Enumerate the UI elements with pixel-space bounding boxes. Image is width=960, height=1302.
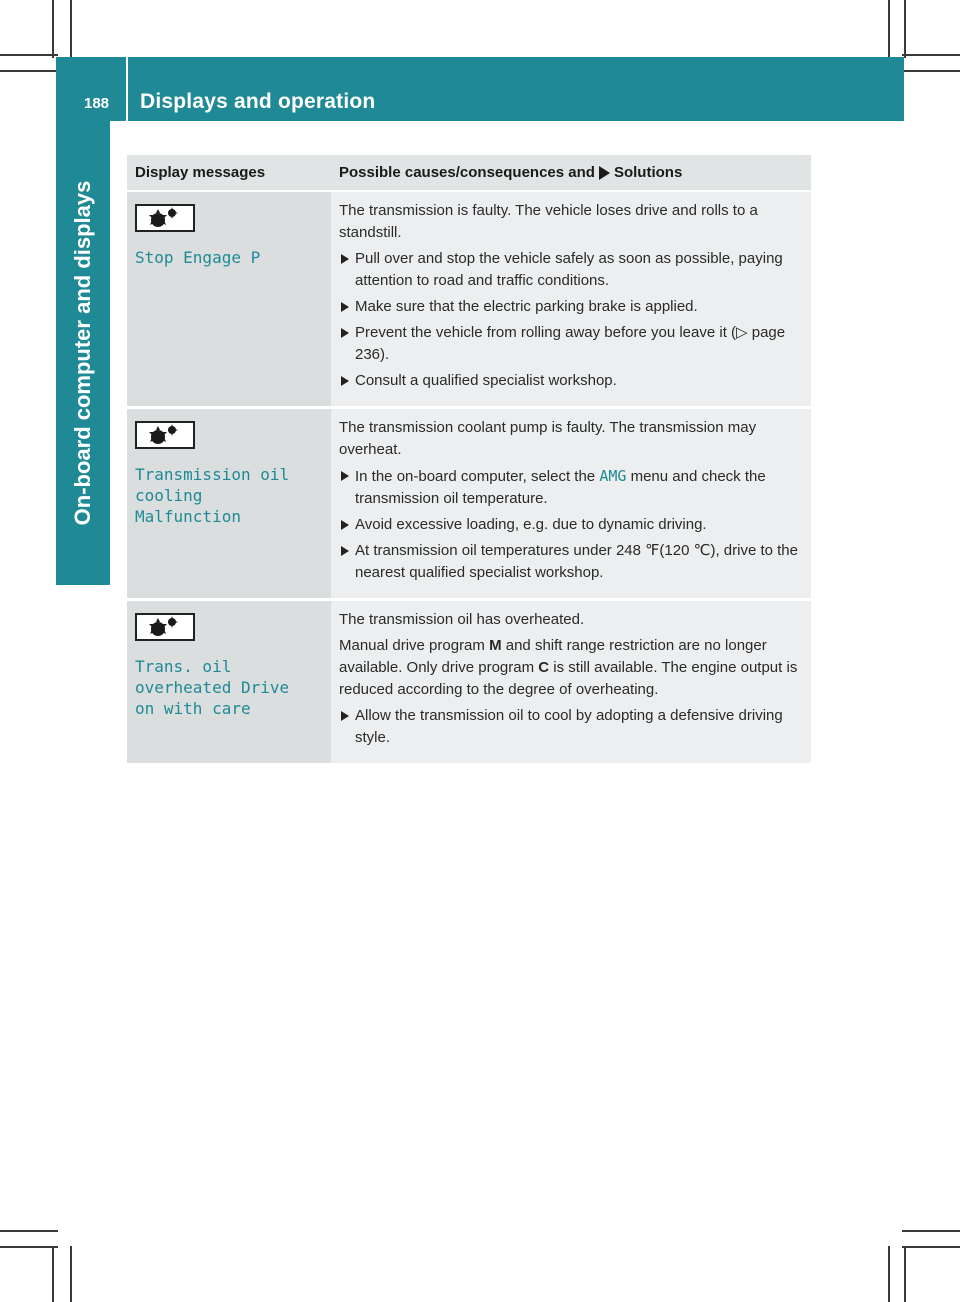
- amg-menu-label: AMG: [599, 467, 627, 485]
- column-header-causes-label: Possible causes/consequences and: [339, 164, 595, 181]
- table-header-row: [127, 155, 811, 191]
- arrow-right-icon: [599, 166, 610, 180]
- crop-mark: [0, 54, 58, 56]
- crop-mark: [888, 0, 890, 58]
- consequence-text-part: is still available. The engine output is reduced according to the degree of overheating.: [339, 659, 798, 698]
- cause-text: The transmission is faulty. The vehicle loses drive and rolls to a standstill.: [339, 202, 758, 241]
- action-text: In the on-board computer, select the: [355, 468, 596, 485]
- crop-mark: [902, 1246, 960, 1248]
- crop-mark: [904, 0, 906, 58]
- table-row: [127, 191, 811, 408]
- action-item: Prevent the vehicle from rolling away before you leave it (▷ page 236).: [339, 322, 803, 366]
- side-tab-label: On-board computer and displays: [70, 180, 95, 526]
- action-item: Make sure that the electric parking brake is applied.: [339, 296, 803, 318]
- crop-mark: [902, 54, 960, 56]
- solution-cell: [331, 600, 811, 765]
- cause-text: The transmission coolant pump is faulty. The transmission may overheat.: [339, 419, 757, 458]
- display-message-text: Stop Engage P: [135, 248, 261, 267]
- action-item: Pull over and stop the vehicle safely as soon as possible, paying attention to road and traffic conditions.: [339, 248, 803, 292]
- crop-mark: [888, 1246, 890, 1302]
- action-item: Avoid excessive loading, e.g. due to dynamic driving.: [339, 514, 803, 536]
- crop-mark: [70, 1246, 72, 1302]
- action-item: [339, 465, 803, 510]
- drive-program-c: C: [538, 659, 550, 676]
- consequence-text: [339, 635, 803, 701]
- transmission-gear-icon: [135, 204, 195, 232]
- page-title: Displays and operation: [140, 90, 376, 113]
- crop-mark: [904, 1246, 906, 1302]
- display-cell: [127, 600, 331, 765]
- display-message-text: Trans. oil overheated Drive on with care: [135, 657, 290, 718]
- column-header-solutions-label: Solutions: [613, 164, 683, 181]
- crop-mark: [0, 1230, 58, 1232]
- display-cell: [127, 408, 331, 600]
- crop-mark: [52, 0, 54, 58]
- action-item: Allow the transmission oil to cool by adopting a defensive driving style.: [339, 705, 803, 749]
- action-text: menu and check the transmission oil temperature.: [355, 468, 766, 507]
- crop-mark: [902, 70, 960, 72]
- drive-program-m: M: [489, 637, 502, 654]
- action-item: At transmission oil temperatures under 248 ℉(120 ℃), drive to the nearest qualified specialist workshop.: [339, 540, 803, 584]
- crop-mark: [52, 1246, 54, 1302]
- table-row: [127, 408, 811, 600]
- crop-mark: [0, 1246, 58, 1248]
- display-messages-table: [127, 155, 811, 766]
- consequence-text-part: Manual drive program: [339, 637, 485, 654]
- consequence-text-part: and shift range restriction are no longer available. Only drive program: [339, 637, 767, 676]
- display-cell: [127, 191, 331, 408]
- display-message-text: Transmission oil cooling Malfunction: [135, 465, 290, 526]
- column-header-display-messages: Display messages: [127, 155, 331, 191]
- table-row: [127, 600, 811, 765]
- crop-mark: [902, 1230, 960, 1232]
- header-divider: [126, 57, 128, 121]
- crop-mark: [70, 0, 72, 58]
- action-item: Consult a qualified specialist workshop.: [339, 370, 803, 392]
- transmission-gear-icon: [135, 421, 195, 449]
- column-header-solutions: [331, 155, 811, 191]
- page-number: 188: [84, 95, 110, 112]
- solution-cell: [331, 191, 811, 408]
- solution-cell: [331, 408, 811, 600]
- transmission-gear-icon: [135, 613, 195, 641]
- cause-text: The transmission oil has overheated.: [339, 611, 585, 628]
- crop-mark: [0, 70, 58, 72]
